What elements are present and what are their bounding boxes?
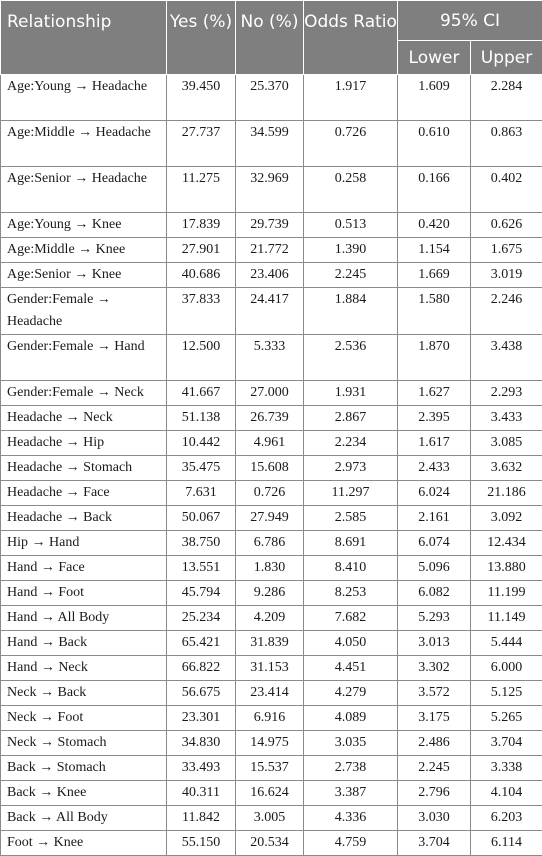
cell-ci-lower: 2.161 [398,506,471,531]
cell-odds-ratio: 2.536 [304,335,398,381]
cell-yes: 33.493 [167,756,236,781]
cell-relationship: Age:Middle → Knee [1,238,167,263]
cell-no: 31.153 [236,656,304,681]
cell-no: 0.726 [236,481,304,506]
cell-ci-lower: 1.617 [398,431,471,456]
header-upper: Upper [471,41,542,75]
cell-yes: 13.551 [167,556,236,581]
cell-yes: 66.822 [167,656,236,681]
table-row [1,381,542,406]
cell-yes: 7.631 [167,481,236,506]
cell-no: 14.975 [236,731,304,756]
cell-ci-upper: 5.265 [471,706,542,731]
cell-ci-lower: 0.166 [398,167,471,213]
cell-odds-ratio: 0.726 [304,121,398,167]
cell-yes: 27.737 [167,121,236,167]
table-row [1,238,542,263]
cell-ci-upper: 13.880 [471,556,542,581]
cell-ci-lower: 3.704 [398,831,471,856]
cell-ci-upper: 3.433 [471,406,542,431]
cell-no: 1.830 [236,556,304,581]
cell-yes: 41.667 [167,381,236,406]
cell-ci-upper: 6.114 [471,831,542,856]
table-row [1,288,542,335]
cell-odds-ratio: 8.253 [304,581,398,606]
cell-relationship: Neck → Back [1,681,167,706]
table-row [1,631,542,656]
cell-odds-ratio: 2.973 [304,456,398,481]
cell-no: 9.286 [236,581,304,606]
cell-relationship: Gender:Female → Hand [1,335,167,381]
cell-ci-lower: 1.609 [398,75,471,121]
cell-ci-upper: 11.199 [471,581,542,606]
cell-yes: 37.833 [167,288,236,335]
cell-relationship: Headache → Face [1,481,167,506]
cell-relationship: Hand → Back [1,631,167,656]
cell-no: 23.406 [236,263,304,288]
cell-relationship: Age:Middle → Headache [1,121,167,167]
cell-relationship: Hip → Hand [1,531,167,556]
cell-odds-ratio: 3.035 [304,731,398,756]
cell-ci-lower: 6.074 [398,531,471,556]
cell-ci-upper: 3.632 [471,456,542,481]
cell-ci-upper: 3.019 [471,263,542,288]
cell-ci-upper: 3.338 [471,756,542,781]
cell-yes: 50.067 [167,506,236,531]
cell-yes: 17.839 [167,213,236,238]
table-row [1,556,542,581]
cell-no: 6.786 [236,531,304,556]
header-relationship: Relationship [1,1,167,75]
cell-ci-lower: 5.096 [398,556,471,581]
cell-ci-upper: 0.402 [471,167,542,213]
cell-ci-lower: 1.669 [398,263,471,288]
cell-ci-upper: 12.434 [471,531,542,556]
cell-odds-ratio: 2.234 [304,431,398,456]
cell-relationship: Hand → Face [1,556,167,581]
cell-yes: 56.675 [167,681,236,706]
cell-relationship: Hand → Foot [1,581,167,606]
cell-yes: 51.138 [167,406,236,431]
cell-odds-ratio: 1.390 [304,238,398,263]
cell-relationship: Hand → Neck [1,656,167,681]
cell-relationship: Neck → Stomach [1,731,167,756]
cell-odds-ratio: 1.931 [304,381,398,406]
cell-odds-ratio: 0.513 [304,213,398,238]
cell-ci-upper: 21.186 [471,481,542,506]
cell-relationship: Age:Senior → Headache [1,167,167,213]
table-row [1,167,542,213]
cell-relationship: Age:Young → Knee [1,213,167,238]
cell-no: 23.414 [236,681,304,706]
cell-ci-lower: 1.627 [398,381,471,406]
cell-ci-upper: 0.626 [471,213,542,238]
cell-odds-ratio: 4.279 [304,681,398,706]
cell-ci-upper: 5.125 [471,681,542,706]
cell-no: 27.949 [236,506,304,531]
cell-relationship: Headache → Hip [1,431,167,456]
cell-yes: 11.842 [167,806,236,831]
cell-yes: 65.421 [167,631,236,656]
cell-no: 20.534 [236,831,304,856]
cell-no: 15.537 [236,756,304,781]
table-row [1,831,542,856]
cell-ci-lower: 2.796 [398,781,471,806]
cell-ci-upper: 2.246 [471,288,542,335]
cell-no: 26.739 [236,406,304,431]
cell-ci-upper: 5.444 [471,631,542,656]
cell-ci-lower: 3.302 [398,656,471,681]
table-row [1,606,542,631]
cell-relationship: Headache → Back [1,506,167,531]
cell-relationship: Gender:Female → Headache [1,288,167,335]
cell-yes: 34.830 [167,731,236,756]
table-row [1,731,542,756]
cell-relationship: Age:Senior → Knee [1,263,167,288]
cell-no: 21.772 [236,238,304,263]
cell-yes: 11.275 [167,167,236,213]
cell-ci-upper: 0.863 [471,121,542,167]
cell-odds-ratio: 8.410 [304,556,398,581]
cell-ci-upper: 3.704 [471,731,542,756]
cell-no: 34.599 [236,121,304,167]
table-row [1,681,542,706]
cell-no: 27.000 [236,381,304,406]
table-row [1,506,542,531]
table-row [1,456,542,481]
cell-relationship: Back → Stomach [1,756,167,781]
cell-ci-lower: 6.024 [398,481,471,506]
cell-relationship: Gender:Female → Neck [1,381,167,406]
cell-ci-lower: 0.420 [398,213,471,238]
cell-ci-upper: 3.092 [471,506,542,531]
cell-no: 4.209 [236,606,304,631]
header-yes: Yes (%) [167,1,236,75]
cell-relationship: Headache → Stomach [1,456,167,481]
cell-ci-lower: 3.013 [398,631,471,656]
cell-yes: 10.442 [167,431,236,456]
cell-no: 16.624 [236,781,304,806]
cell-no: 4.961 [236,431,304,456]
cell-odds-ratio: 2.245 [304,263,398,288]
cell-relationship: Age:Young → Headache [1,75,167,121]
cell-odds-ratio: 11.297 [304,481,398,506]
table-row [1,656,542,681]
header-odds-ratio: Odds Ratio [304,1,398,75]
cell-ci-lower: 2.433 [398,456,471,481]
cell-ci-lower: 5.293 [398,606,471,631]
header-lower: Lower [398,41,471,75]
cell-odds-ratio: 4.759 [304,831,398,856]
cell-relationship: Hand → All Body [1,606,167,631]
table-row [1,531,542,556]
cell-odds-ratio: 1.917 [304,75,398,121]
table-row [1,756,542,781]
cell-ci-upper: 11.149 [471,606,542,631]
cell-odds-ratio: 8.691 [304,531,398,556]
cell-ci-lower: 1.580 [398,288,471,335]
cell-ci-lower: 1.154 [398,238,471,263]
cell-ci-upper: 4.104 [471,781,542,806]
cell-no: 29.739 [236,213,304,238]
cell-odds-ratio: 4.089 [304,706,398,731]
cell-ci-lower: 2.395 [398,406,471,431]
cell-yes: 39.450 [167,75,236,121]
table-row [1,335,542,381]
cell-odds-ratio: 4.336 [304,806,398,831]
cell-yes: 55.150 [167,831,236,856]
cell-odds-ratio: 2.738 [304,756,398,781]
cell-yes: 23.301 [167,706,236,731]
cell-ci-lower: 3.572 [398,681,471,706]
cell-yes: 40.686 [167,263,236,288]
cell-ci-upper: 2.293 [471,381,542,406]
cell-no: 31.839 [236,631,304,656]
table-row [1,806,542,831]
cell-no: 25.370 [236,75,304,121]
cell-yes: 35.475 [167,456,236,481]
table-header [1,1,542,75]
table-body [1,75,542,856]
table-row [1,431,542,456]
table-row [1,406,542,431]
cell-no: 6.916 [236,706,304,731]
cell-ci-lower: 3.030 [398,806,471,831]
table-row [1,263,542,288]
cell-relationship: Foot → Knee [1,831,167,856]
cell-odds-ratio: 1.884 [304,288,398,335]
cell-odds-ratio: 7.682 [304,606,398,631]
cell-yes: 12.500 [167,335,236,381]
cell-relationship: Back → Knee [1,781,167,806]
cell-ci-lower: 6.082 [398,581,471,606]
header-no: No (%) [236,1,304,75]
cell-yes: 25.234 [167,606,236,631]
cell-yes: 40.311 [167,781,236,806]
cell-no: 3.005 [236,806,304,831]
cell-ci-upper: 3.085 [471,431,542,456]
cell-yes: 27.901 [167,238,236,263]
cell-ci-lower: 2.486 [398,731,471,756]
cell-relationship: Neck → Foot [1,706,167,731]
table-row [1,781,542,806]
cell-ci-upper: 3.438 [471,335,542,381]
cell-odds-ratio: 2.867 [304,406,398,431]
cell-ci-upper: 2.284 [471,75,542,121]
cell-ci-lower: 1.870 [398,335,471,381]
cell-ci-lower: 2.245 [398,756,471,781]
cell-odds-ratio: 4.050 [304,631,398,656]
cell-yes: 45.794 [167,581,236,606]
cell-ci-lower: 3.175 [398,706,471,731]
cell-ci-upper: 6.203 [471,806,542,831]
cell-odds-ratio: 2.585 [304,506,398,531]
cell-relationship: Back → All Body [1,806,167,831]
cell-ci-upper: 6.000 [471,656,542,681]
cell-ci-lower: 0.610 [398,121,471,167]
table-row [1,581,542,606]
cell-relationship: Headache → Neck [1,406,167,431]
header-ci: 95% CI [398,1,542,41]
cell-yes: 38.750 [167,531,236,556]
cell-no: 15.608 [236,456,304,481]
table-row [1,481,542,506]
table-row [1,121,542,167]
cell-no: 32.969 [236,167,304,213]
cell-odds-ratio: 3.387 [304,781,398,806]
cell-odds-ratio: 0.258 [304,167,398,213]
table-row [1,75,542,121]
table-row [1,706,542,731]
cell-ci-upper: 1.675 [471,238,542,263]
cell-odds-ratio: 4.451 [304,656,398,681]
cell-no: 5.333 [236,335,304,381]
cell-no: 24.417 [236,288,304,335]
table-row [1,213,542,238]
